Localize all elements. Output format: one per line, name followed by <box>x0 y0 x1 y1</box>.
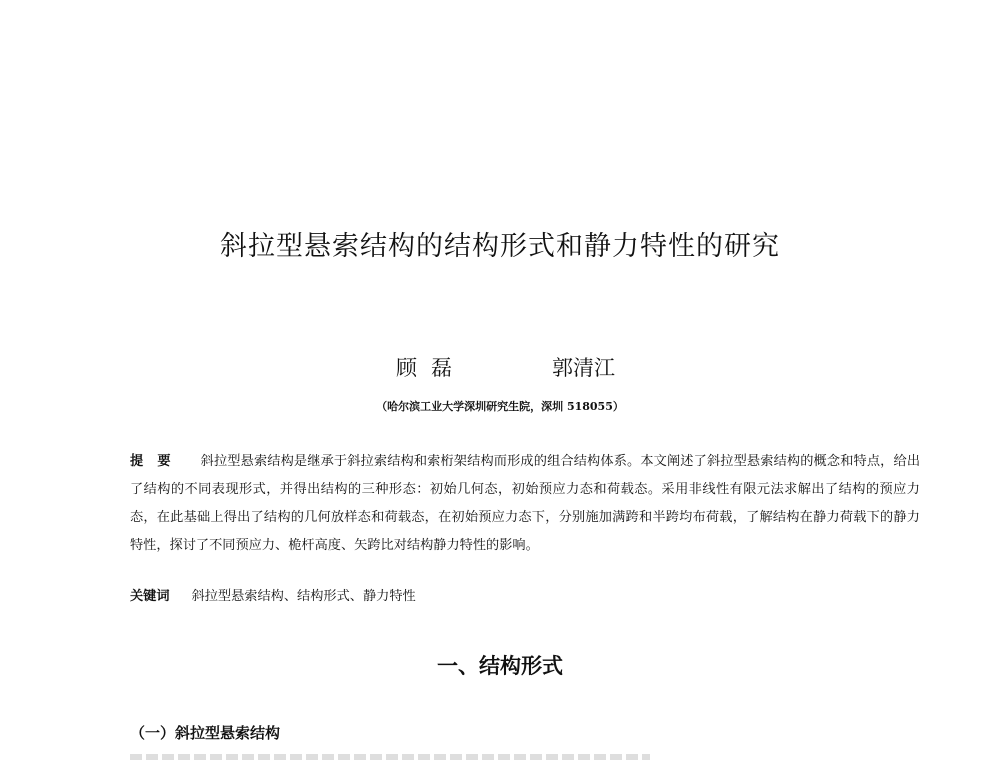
keywords-label: 关键词 <box>130 589 170 604</box>
author-list <box>0 352 1000 382</box>
keywords <box>130 585 920 604</box>
author-name: 顾磊 <box>396 356 466 380</box>
paper-title: 斜拉型悬索结构的结构形式和静力特性的研究 <box>220 231 780 262</box>
author-name: 郭清江 <box>552 356 615 380</box>
subsection-heading: （一）斜拉型悬索结构 <box>130 724 281 742</box>
keywords-text: 斜拉型悬索结构、结构形式、静力特性 <box>191 589 416 604</box>
affiliation: （哈尔滨工业大学深圳研究生院，深圳 518055） <box>376 400 624 413</box>
abstract-label: 提要 <box>130 454 185 469</box>
cutoff-text-line <box>130 754 650 760</box>
abstract-text: 斜拉型悬索结构是继承于斜拉索结构和索桁架结构而形成的组合结构体系。本文阐述了斜拉型悬索结构的概念和特点，给出了结构的不同表现形式，并得出结构的三种形态：初始几何态，初始预应力态和荷载态。采用非线性有限元法求解出了结构的预应力态，在此基础上得出了结构的几何放样态和荷载态，在初始预应力态下，分别施加满跨和半跨均布荷载，了解结构在静力荷载下的静力特性，探讨了不同预应力、桅杆高度、矢跨比对结构静力特性的影响。 <box>130 454 921 553</box>
section-heading: 一、结构形式 <box>437 654 563 678</box>
abstract <box>130 448 920 560</box>
